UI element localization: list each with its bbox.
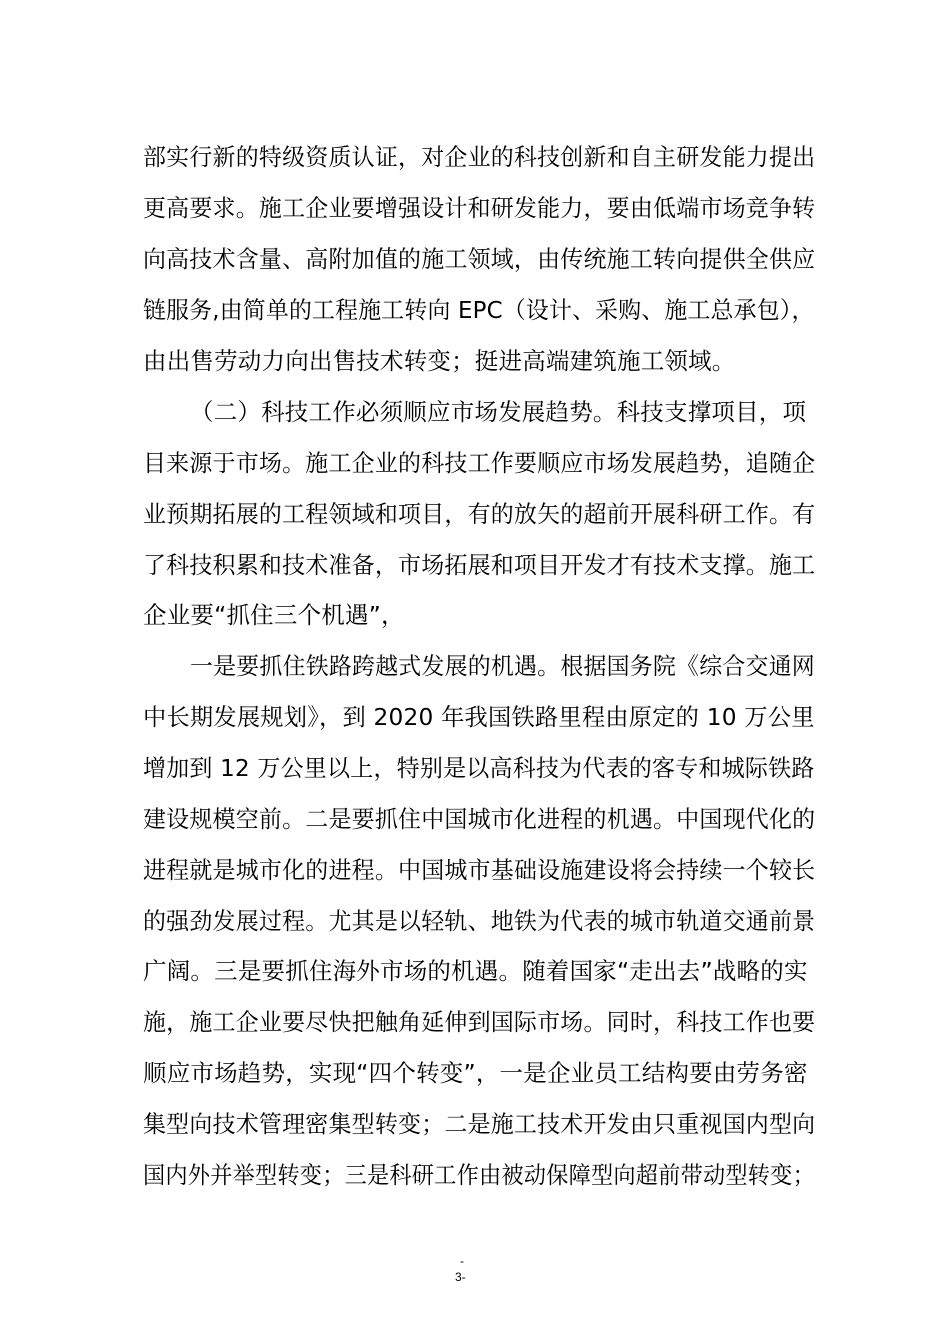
paragraph-start-line: 一是要抓住铁路跨越式发展的机遇。根据国务院《综合交通网 <box>190 652 815 680</box>
text-line: 增加到 12 万公里以上，特别是以高科技为代表的客专和城际铁路 <box>143 754 815 782</box>
text-line: 国内外并举型转变；三是科研工作由被动保障型向超前带动型转变； <box>143 1161 815 1189</box>
text-line: 广阔。三是要抓住海外市场的机遇。随着国家“走出去”战略的实 <box>143 957 808 985</box>
text-line: 业预期拓展的工程领域和项目，有的放矢的超前开展科研工作。有 <box>143 500 816 528</box>
text-line: 更高要求。施工企业要增强设计和研发能力，要由低端市场竞争转 <box>143 194 816 222</box>
text-line: 链服务,由简单的工程施工转向 EPC（设计、采购、施工总承包）， <box>143 296 815 324</box>
text-line: 集型向技术管理密集型转变；二是施工技术开发由只重视国内型向 <box>143 1110 816 1138</box>
text-line: 企业要“抓住三个机遇”， <box>143 601 405 629</box>
text-line: 部实行新的特级资质认证，对企业的科技创新和自主研发能力提出 <box>143 143 816 171</box>
text-line: 施，施工企业要尽快把触角延伸到国际市场。同时，科技工作也要 <box>143 1008 816 1036</box>
text-line: 目来源于市场。施工企业的科技工作要顺应市场发展趋势，追随企 <box>143 449 816 477</box>
text-line: 顺应市场趋势，实现“四个转变”，一是企业员工结构要由劳务密 <box>143 1059 808 1087</box>
footer-dash: - <box>460 1254 464 1268</box>
text-line: 由出售劳动力向出售技术转变；挺进高端建筑施工领域。 <box>143 347 736 375</box>
text-line: 建设规模空前。二是要抓住中国城市化进程的机遇。中国现代化的 <box>143 805 816 833</box>
text-line: 向高技术含量、高附加值的施工领域，由传统施工转向提供全供应 <box>143 245 816 273</box>
text-line: 了科技积累和技术准备，市场拓展和项目开发才有技术支撑。施工 <box>143 551 816 579</box>
text-line: 的强劲发展过程。尤其是以轻轨、地铁为代表的城市轨道交通前景 <box>143 907 816 935</box>
text-line: 进程就是城市化的进程。中国城市基础设施建设将会持续一个较长 <box>143 856 816 884</box>
paragraph-start-line: （二）科技工作必须顺应市场发展趋势。科技支撑项目，项 <box>190 398 807 426</box>
text-line: 中长期发展规划》，到 2020 年我国铁路里程由原定的 10 万公里 <box>143 703 815 731</box>
page-number: 3- <box>455 1270 466 1284</box>
